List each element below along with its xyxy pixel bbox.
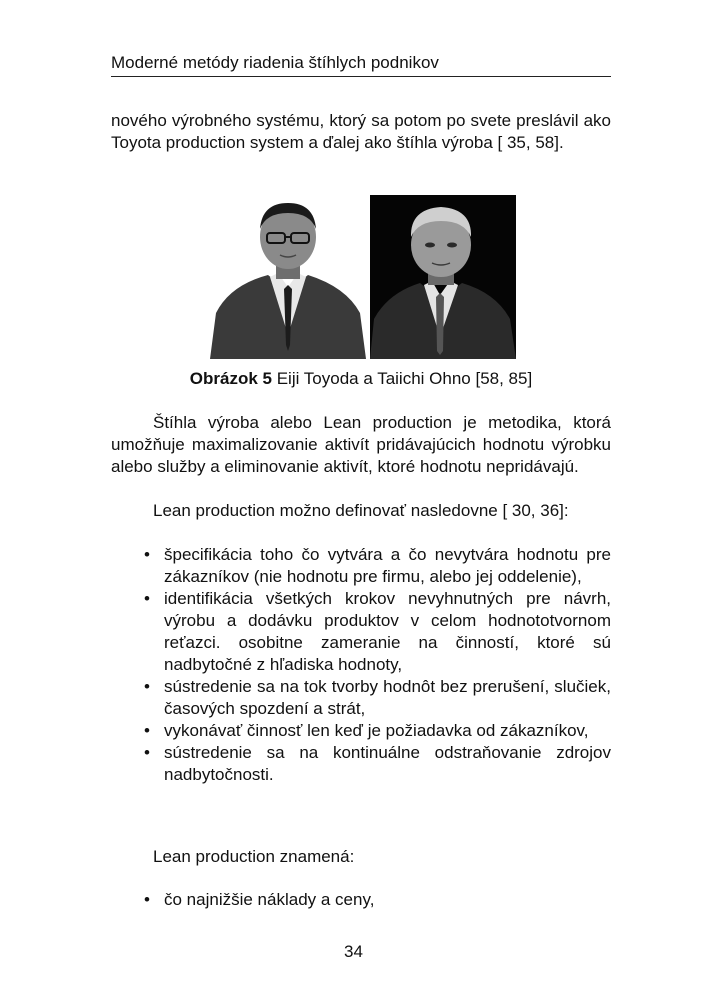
intro-paragraph: nového výrobného systému, ktorý sa potom po svete preslávil ako Toyota production system a ďalej ako štíhla výroba [ 35, 58]. (111, 111, 611, 152)
lean-definition-paragraph: Štíhla výroba alebo Lean production je metodika, ktorá umožňuje maximalizovanie aktivít pridávajúcich hodnotu výrobku alebo služby a eliminovanie aktivít, ktoré hodnotu nepridávajú. (111, 413, 611, 476)
figure-caption-text: Eiji Toyoda a Taiichi Ohno [58, 85] (271, 369, 533, 388)
running-header-title: Moderné metódy riadenia štíhlych podnikov (111, 53, 439, 72)
list-item (111, 676, 611, 720)
list-item-text: vykonávať činnosť len keď je požiadavka od zákazníkov, (164, 721, 589, 740)
list-item-text: čo najnižšie náklady a ceny, (164, 890, 375, 909)
list-item (111, 588, 611, 676)
page-number: 34 (344, 942, 363, 961)
list-item (111, 544, 611, 588)
list-item-text: špecifikácia toho čo vytvára a čo nevytvára hodnotu pre zákazníkov (nie hodnotu pre firmu, alebo jej oddelenie), (164, 545, 611, 586)
list-item-text: identifikácia všetkých krokov nevyhnutných pre návrh, výrobu a dodávku produktov v celom hodnototvornom reťazci. osobitne zameranie na činností, ktoré sú nadbytočné z hľadiska hodnoty, (164, 589, 611, 674)
definition-intro: Lean production možno definovať nasledovne [ 30, 36]: (153, 501, 569, 520)
portrait-figure (210, 195, 516, 359)
list-item (111, 720, 611, 742)
means-intro: Lean production znamená: (153, 847, 355, 866)
figure-caption (111, 368, 611, 390)
list-item (111, 889, 611, 911)
bullet-marker: • (144, 721, 150, 740)
list-item-text: sústredenie sa na tok tvorby hodnôt bez prerušení, slučiek, časových spozdení a strát, (164, 677, 611, 718)
portrait-photo-left (210, 195, 366, 359)
bullet-marker: • (144, 677, 150, 696)
header-rule (111, 76, 611, 77)
means-bullet-list (111, 889, 611, 911)
definition-bullet-list (111, 544, 611, 786)
list-item-text: sústredenie sa na kontinuálne odstraňovanie zdrojov nadbytočnosti. (164, 743, 611, 784)
bullet-marker: • (144, 589, 150, 608)
bullet-marker: • (144, 545, 150, 564)
list-item (111, 742, 611, 786)
portrait-photo-right (370, 195, 516, 359)
figure-caption-label: Obrázok 5 (189, 369, 272, 388)
bullet-marker: • (144, 890, 150, 909)
bullet-marker: • (144, 743, 150, 762)
